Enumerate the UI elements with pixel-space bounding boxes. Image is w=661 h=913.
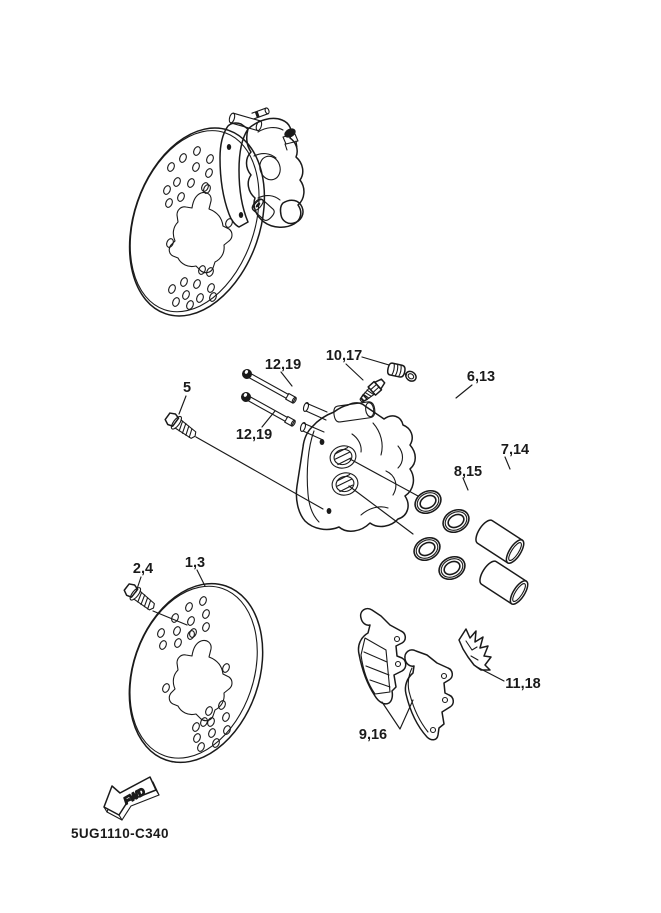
- callout-11-18: 11,18: [505, 676, 541, 692]
- piston-7-14-upper: [472, 517, 527, 566]
- fwd-arrow: [104, 777, 159, 820]
- brake-disc-1-3: [106, 566, 285, 781]
- callout-12-19-upper: 12,19: [264, 357, 302, 373]
- caliper-body: [296, 401, 415, 531]
- bleed-screw-cap: [386, 363, 419, 384]
- fwd-arrow-label: FWD: [122, 786, 148, 808]
- mount-bolt-5: [163, 410, 199, 442]
- disc-vent-holes: [156, 596, 231, 753]
- front-brake-disc: [106, 110, 288, 334]
- callout-12-19-lower: 12,19: [235, 427, 273, 443]
- bracket-stud: [252, 107, 270, 118]
- pad-pin-12-19-lower: [239, 390, 297, 428]
- callout-9-16: 9,16: [358, 727, 388, 743]
- piston-7-14-lower: [476, 558, 531, 607]
- piston-seals-8-15: [410, 486, 473, 583]
- front-caliper-mounted: [220, 107, 304, 227]
- brake-pad-right-9-16: [405, 650, 453, 740]
- bleed-screw-10-17: [357, 377, 386, 405]
- callout-2-4: 2,4: [132, 561, 154, 577]
- callout-10-17: 10,17: [325, 348, 363, 364]
- pad-spring-11-18: [459, 629, 491, 670]
- callout-7-14: 7,14: [500, 442, 530, 458]
- leader-lines: [136, 357, 510, 729]
- part-code: 5UG1110-C340: [71, 826, 169, 841]
- callout-labels: [133, 348, 541, 743]
- callout-8-15: 8,15: [453, 464, 483, 480]
- brake-pad-left-9-16: [358, 609, 405, 704]
- front-brake-assembly: [106, 107, 304, 334]
- callout-6-13: 6,13: [466, 369, 496, 385]
- callout-1-3: 1,3: [184, 555, 206, 571]
- callout-5: 5: [182, 380, 192, 396]
- disc-vent-holes: [162, 146, 233, 311]
- disc-bolt-2-4: [122, 581, 158, 614]
